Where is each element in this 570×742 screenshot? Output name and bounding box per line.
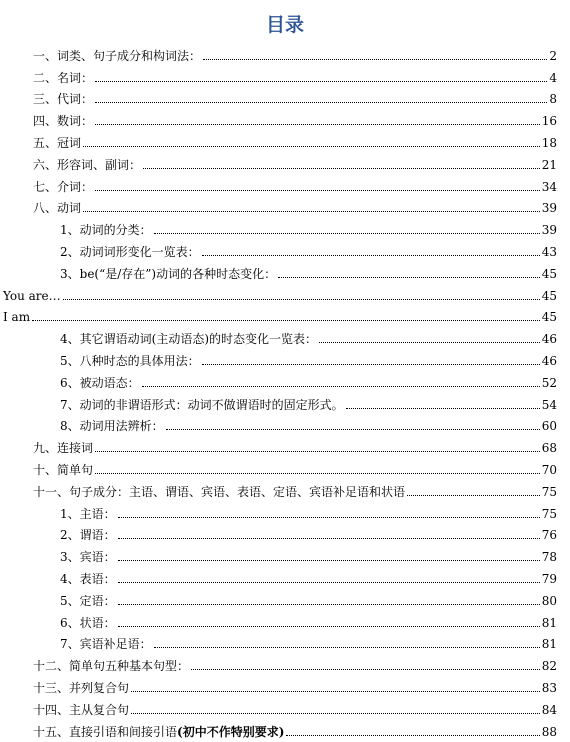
toc-dot-leader [32,320,540,321]
toc-dot-leader [63,299,540,300]
toc-page-number: 43 [541,244,557,259]
toc-entry-label [33,725,284,739]
toc-entry-label-bold: (初中不作特别要求) [177,724,285,739]
toc-entry[interactable] [0,415,570,437]
toc-page-number: 81 [541,637,557,652]
toc-entry-label-text: 4、其它谓语动词(主动语态)的时态变化一览表： [60,332,317,347]
toc-title: 目录 [265,14,304,36]
toc-entry-label-text: I am [3,310,31,325]
toc-entry-label [3,289,61,303]
toc-entry[interactable] [0,611,570,633]
toc-dot-leader [143,168,540,169]
toc-dot-leader [118,582,540,583]
toc-page-number: 68 [541,441,557,456]
toc-page-number: 54 [541,397,557,412]
toc-entry[interactable] [0,109,570,131]
toc-entry-label [33,201,81,215]
toc-entry-label [3,310,30,324]
toc-dot-leader [202,364,540,365]
toc-entry[interactable] [0,371,570,393]
toc-entry-label [60,245,200,259]
toc-page-number: 88 [541,724,557,739]
toc-entry[interactable] [0,349,570,371]
toc-entry-label [33,158,141,172]
toc-entry-label [60,419,164,433]
toc-entry-label [60,550,116,564]
toc-entry-label-text: You are… [3,288,61,303]
toc-entry[interactable] [0,284,570,306]
toc-entry-label [33,659,189,673]
toc-entry-label [60,332,317,346]
toc-entry-label [60,594,116,608]
toc-entry-label-text: 5、定语： [60,593,116,608]
toc-page-number: 75 [541,506,557,521]
toc-page-number: 60 [541,419,557,434]
toc-dot-leader [95,473,540,474]
toc-entry[interactable] [0,676,570,698]
toc-entry-label-text: 九、连接词 [33,441,94,456]
toc-entry-label [60,223,152,237]
toc-entry-label [60,267,276,281]
toc-entry[interactable] [0,654,570,676]
toc-entry-label [60,507,116,521]
toc-entry-label [33,681,129,695]
toc-entry-label-text: 十、简单句 [33,462,94,477]
toc-entry[interactable] [0,306,570,328]
toc-entry-label-text: 2、动词词形变化一览表： [60,244,200,259]
toc-page-number: 81 [541,615,557,630]
toc-entry-label-text: 8、动词用法辨析： [60,419,164,434]
toc-dot-leader [118,626,540,627]
toc-entry-label-text: 八、动词 [33,201,82,216]
toc-entry-label-text: 7、动词的非谓语形式：动词不做谓语时的固定形式。 [60,397,344,412]
toc-entry-label-text: 十二、简单句五种基本句型： [33,659,190,674]
toc-entry-label [33,180,93,194]
toc-page-number: 46 [541,332,557,347]
toc-entry[interactable] [0,480,570,502]
toc-page-number: 82 [541,659,557,674]
toc-entry-label [60,616,116,630]
toc-dot-leader [154,647,540,648]
toc-page-number: 4 [549,70,557,85]
toc-entry-label-text: 十五、直接引语和间接引语 [33,724,178,739]
toc-entry[interactable] [0,524,570,546]
toc-entry[interactable] [0,262,570,284]
toc-page-number: 21 [541,157,557,172]
toc-entry-label-text: 七、介词： [33,179,94,194]
toc-entry[interactable] [0,589,570,611]
toc-page-number: 45 [541,266,557,281]
toc-dot-leader [118,538,540,539]
toc-dot-leader [95,451,540,452]
toc-dot-leader [95,124,540,125]
toc-entry-label-text: 4、表语： [60,571,116,586]
toc-dot-leader [286,735,539,736]
toc-entry-label [33,463,93,477]
toc-page-number: 76 [541,528,557,543]
toc-entry[interactable] [0,393,570,415]
toc-page-number: 80 [541,593,557,608]
toc-entry-label [60,572,116,586]
toc-dot-leader [278,277,540,278]
toc-dot-leader [131,691,540,692]
toc-entry-label [33,92,93,106]
toc-entry-label-text: 一、词类、句子成分和构词法： [33,48,202,63]
toc-dot-leader [95,81,547,82]
toc-entry-label-text: 1、主语： [60,506,116,521]
toc-entry[interactable] [0,131,570,153]
toc-page-number: 45 [541,310,557,325]
toc-entry-label-text: 6、状语： [60,615,116,630]
toc-dot-leader [118,517,540,518]
toc-entry-label-text: 2、谓语： [60,528,116,543]
toc-entry[interactable] [0,458,570,480]
toc-entry-label [60,376,140,390]
toc-entry-label [60,528,116,542]
toc-entry[interactable] [0,66,570,88]
toc-list [0,44,570,742]
toc-dot-leader [166,429,540,430]
toc-dot-leader [319,342,540,343]
toc-page-number: 79 [541,571,557,586]
toc-entry-label-text: 1、动词的分类： [60,223,152,238]
toc-dot-leader [118,560,540,561]
toc-entry[interactable] [0,698,570,720]
toc-page-number: 34 [541,179,557,194]
toc-dot-leader [346,408,540,409]
toc-entry[interactable] [0,197,570,219]
toc-entry-label-text: 6、被动语态： [60,375,140,390]
toc-entry[interactable] [0,175,570,197]
toc-entry-label-text: 四、数词： [33,114,94,129]
toc-entry[interactable] [0,44,570,66]
toc-entry-label [60,354,200,368]
toc-entry[interactable] [0,88,570,110]
toc-page-number: 39 [541,201,557,216]
toc-entry[interactable] [0,218,570,240]
toc-entry-label-text: 三、代词： [33,92,94,107]
toc-page-number: 16 [541,114,557,129]
toc-dot-leader [407,495,540,496]
toc-dot-leader [83,211,540,212]
toc-entry-label [33,441,93,455]
toc-page-number: 75 [541,484,557,499]
toc-page-number: 2 [549,48,557,63]
toc-page-number: 78 [541,550,557,565]
toc-dot-leader [142,386,540,387]
toc-entry[interactable] [0,436,570,458]
toc-dot-leader [203,59,547,60]
toc-entry-label-text: 六、形容词、副词： [33,157,142,172]
toc-entry-label-text: 3、be(“是/存在”)动词的各种时态变化： [60,266,277,281]
toc-page-number: 8 [549,92,557,107]
toc-entry[interactable] [0,502,570,524]
toc-entry-label [33,71,93,85]
toc-dot-leader [191,669,540,670]
toc-entry-label-text: 五、冠词 [33,135,82,150]
toc-dot-leader [83,146,540,147]
toc-page-number: 83 [541,680,557,695]
toc-page-number: 46 [541,353,557,368]
toc-entry[interactable] [0,633,570,655]
toc-entry[interactable] [0,153,570,175]
toc-dot-leader [154,233,540,234]
toc-entry-label-text: 十四、主从复合句 [33,702,130,717]
toc-entry-label-text: 3、宾语： [60,550,116,565]
toc-entry-label [60,398,344,412]
toc-entry[interactable] [0,545,570,567]
toc-entry[interactable] [0,567,570,589]
toc-page-number: 70 [541,462,557,477]
toc-page-number: 18 [541,135,557,150]
toc-entry[interactable] [0,327,570,349]
toc-entry-label-text: 5、八种时态的具体用法： [60,353,200,368]
toc-entry-label-text: 十三、并列复合句 [33,680,130,695]
toc-entry[interactable] [0,240,570,262]
toc-entry-label [33,136,81,150]
toc-dot-leader [118,604,540,605]
toc-page-number: 84 [541,702,557,717]
toc-dot-leader [95,102,547,103]
toc-entry[interactable] [0,720,570,742]
toc-dot-leader [131,713,540,714]
toc-entry-label-text: 二、名词： [33,70,94,85]
toc-page-number: 52 [541,375,557,390]
toc-entry-label [60,637,152,651]
toc-dot-leader [202,255,540,256]
toc-page-number: 45 [541,288,557,303]
toc-entry-label [33,485,405,499]
toc-entry-label [33,49,201,63]
toc-dot-leader [95,190,540,191]
toc-entry-label [33,114,93,128]
toc-page-number: 39 [541,223,557,238]
toc-entry-label-text: 7、宾语补足语： [60,637,152,652]
toc-entry-label-text: 十一、句子成分：主语、谓语、宾语、表语、定语、宾语补足语和状语 [33,484,406,499]
